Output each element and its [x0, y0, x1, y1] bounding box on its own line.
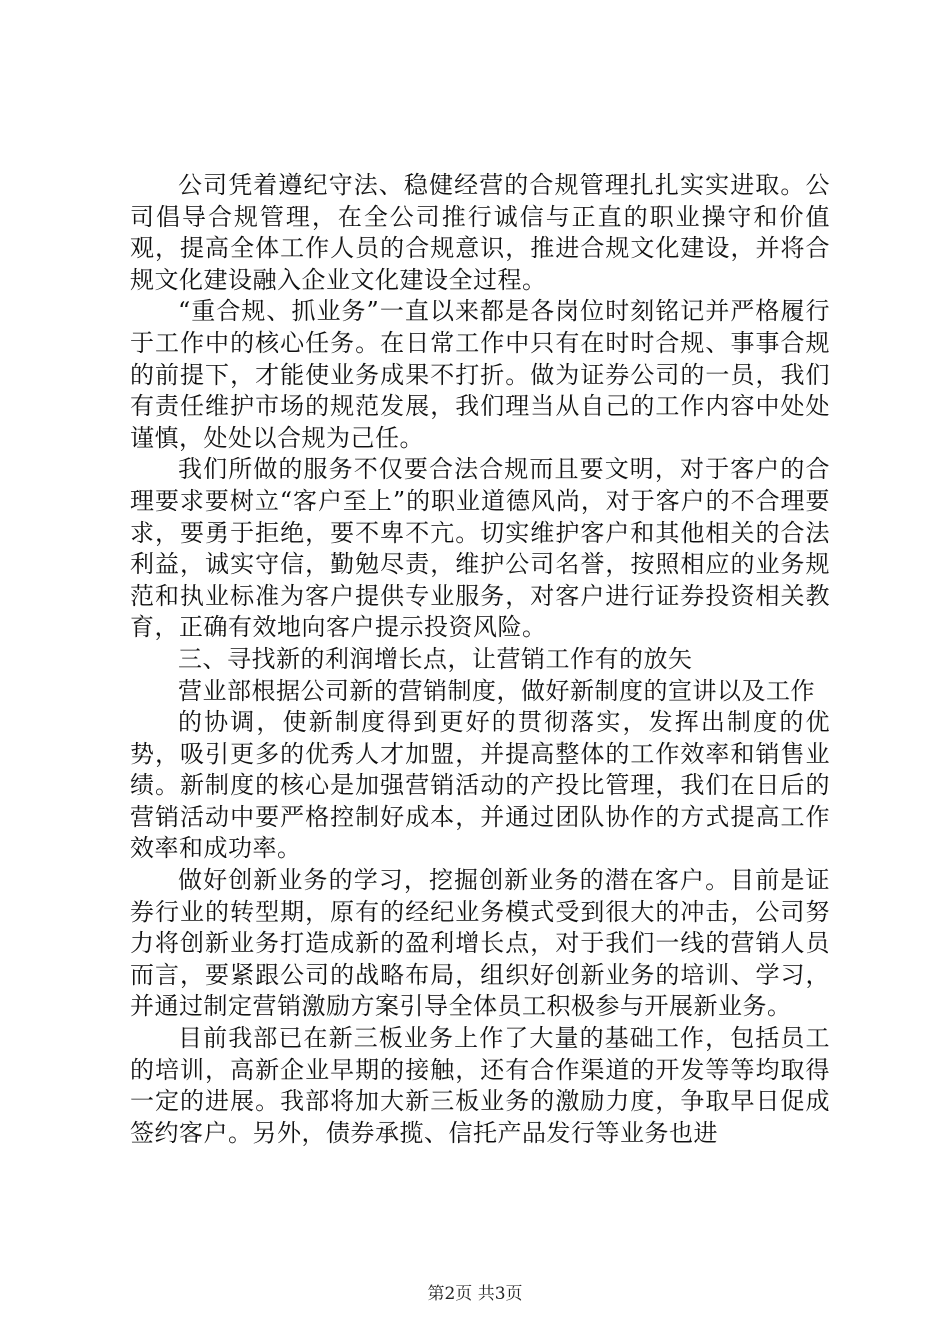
- paragraph-marketing-system: 营业部根据公司新的营销制度，做好新制度的宣讲以及工作: [178, 676, 815, 705]
- paragraph-compliance-business: “重合规、抓业务”一直以来都是各岗位时刻铭记并严格履行于工作中的核心任务。在日常工作中只有在时时合规、事事合规的前提下，才能使业务成果不打折。做为证券公司的一员，我们有责任维护市场的规范发展，我们理当从自己的工作内容中处处谨慎，处处以合规为己任。: [130, 297, 830, 452]
- section-heading-profit-growth: 三、寻找新的利润增长点，让营销工作有的放矢: [178, 644, 693, 673]
- paragraph-system-coordination: 的协调，使新制度得到更好的贯彻落实，发挥出制度的优势，吸引更多的优秀人才加盟，并提高整体的工作效率和销售业绩。新制度的核心是加强营销活动的产投比管理，我们在日后的营销活动中要严格控制好成本，并通过团队协作的方式提高工作效率和成功率。: [130, 708, 830, 863]
- document-body: [130, 170, 830, 1149]
- page-footer: 第2页 共3页: [427, 1284, 523, 1304]
- paragraph-new-third-board: 目前我部已在新三板业务上作了大量的基础工作，包括员工的培训，高新企业早期的接触，还有合作渠道的开发等等均取得一定的进展。我部将加大新三板业务的激励力度，争取早日促成签约客户。另外，债券承揽、信托产品发行等业务也进: [130, 1024, 830, 1147]
- paragraph-innovation-business: 做好创新业务的学习，挖掘创新业务的潜在客户。目前是证券行业的转型期，原有的经纪业务模式受到很大的冲击，公司努力将创新业务打造成新的盈利增长点，对于我们一线的营销人员而言，要紧跟公司的战略布局，组织好创新业务的培训、学习，并通过制定营销激励方案引导全体员工积极参与开展新业务。: [130, 866, 830, 1021]
- paragraph-compliance-management: 公司凭着遵纪守法、稳健经营的合规管理扎扎实实进取。公司倡导合规管理，在全公司推行诚信与正直的职业操守和价值观，提高全体工作人员的合规意识，推进合规文化建设，并将合规文化建设融入企业文化建设全过程。: [130, 171, 830, 294]
- paragraph-customer-service: 我们所做的服务不仅要合法合规而且要文明，对于客户的合理要求要树立“客户至上”的职业道德风尚，对于客户的不合理要求，要勇于拒绝，要不卑不亢。切实维护客户和其他相关的合法利益，诚实守信，勤勉尽责，维护公司名誉，按照相应的业务规范和执业标准为客户提供专业服务，对客户进行证券投资相关教育，正确有效地向客户提示投资风险。: [130, 455, 830, 642]
